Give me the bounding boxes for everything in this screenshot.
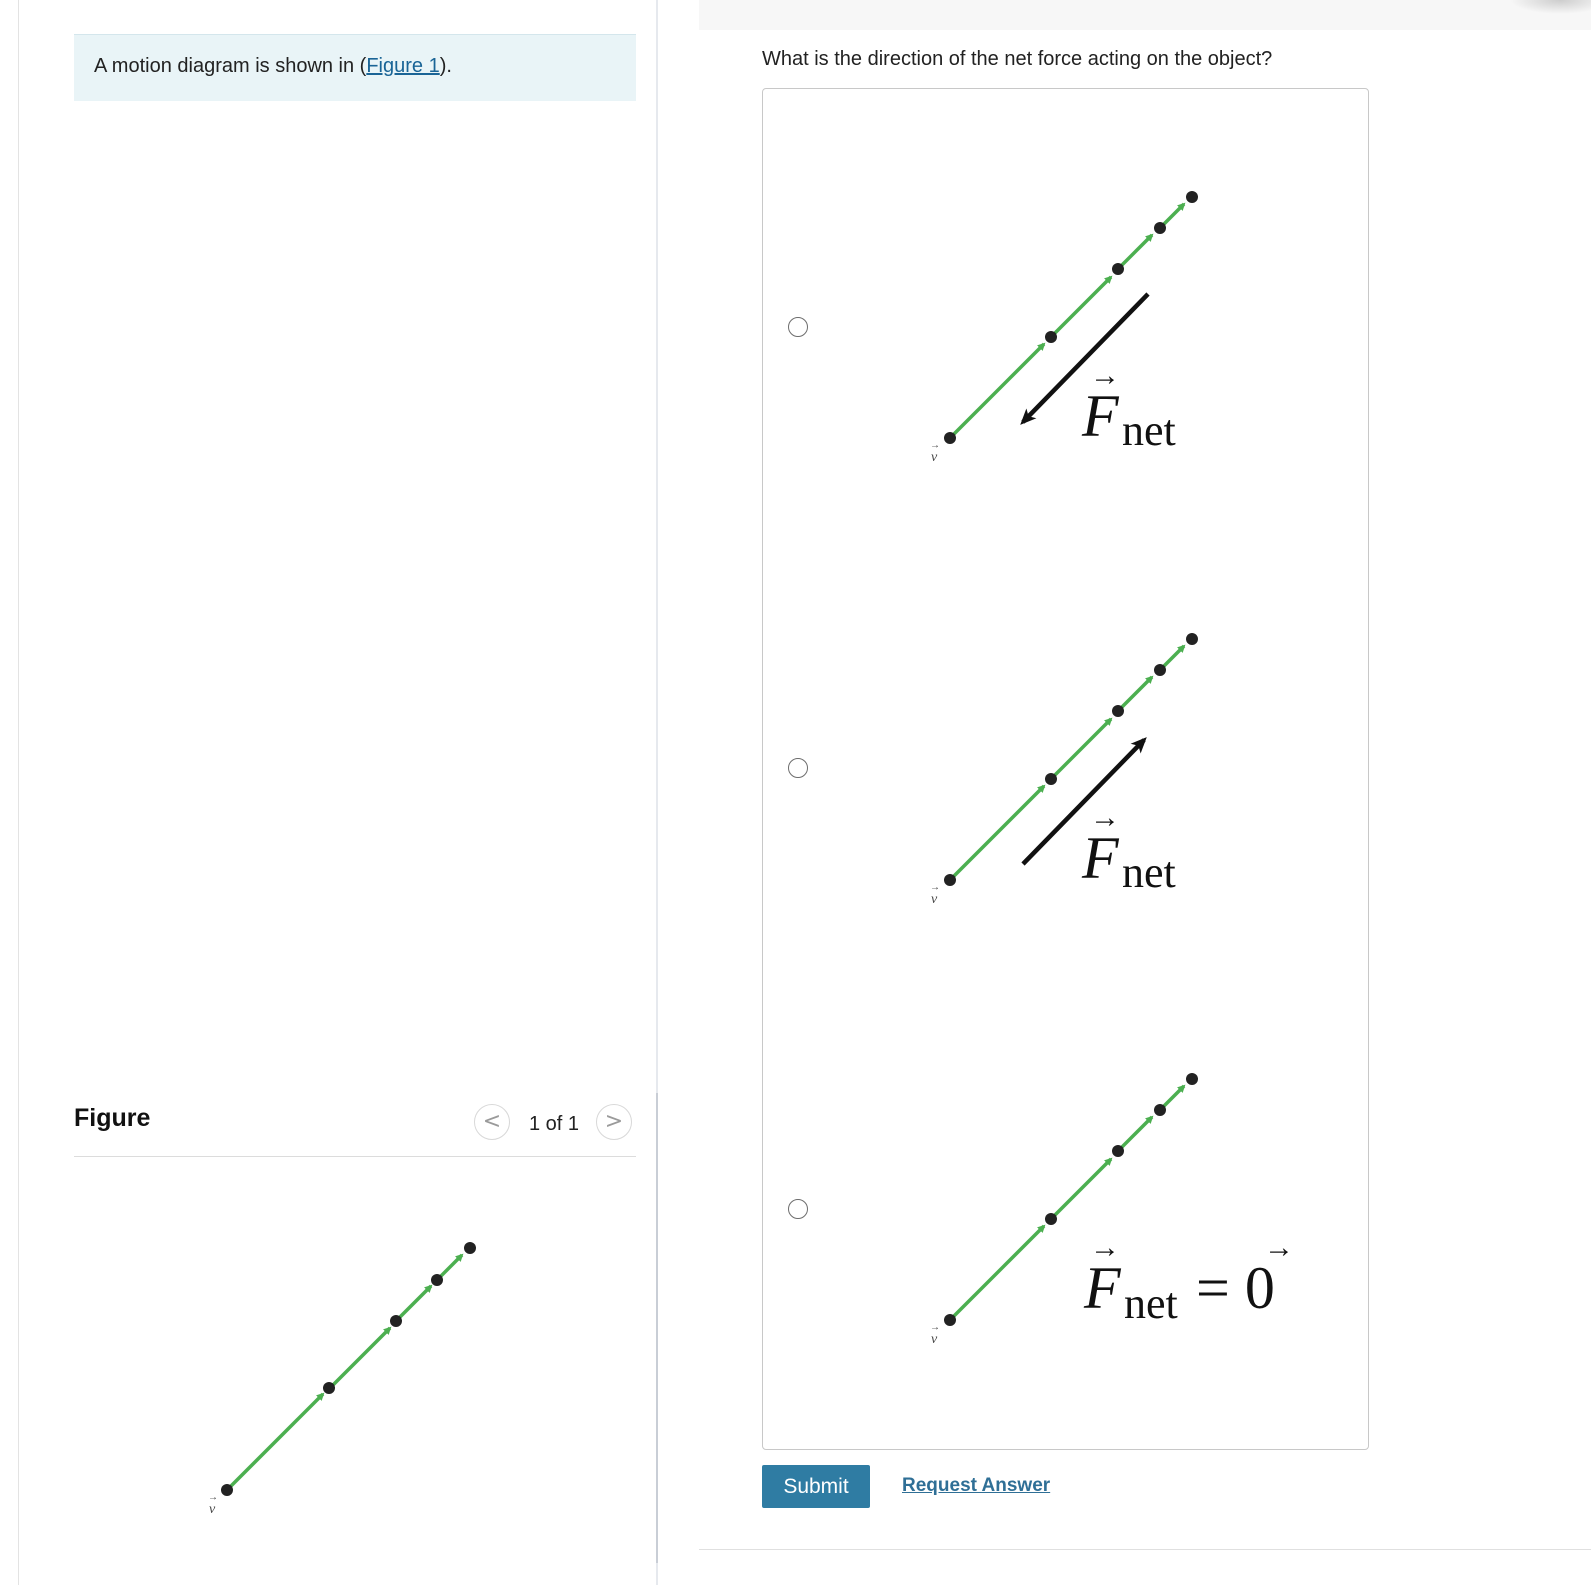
- submit-button[interactable]: Submit: [762, 1465, 870, 1508]
- option-3-diagram: [920, 1062, 1320, 1362]
- request-answer-link[interactable]: Request Answer: [902, 1475, 1051, 1496]
- intro-suffix: ).: [439, 55, 452, 77]
- panel-divider-scroll[interactable]: [656, 1093, 658, 1563]
- svg-text:F: F: [1082, 825, 1119, 891]
- svg-text:net: net: [1122, 848, 1176, 897]
- svg-text:→: →: [930, 882, 940, 893]
- figure-pager: [474, 1104, 636, 1142]
- pager-prev-button[interactable]: [474, 1104, 510, 1140]
- motion-diagram-figure: [190, 1230, 490, 1530]
- svg-text:F: F: [1084, 1255, 1121, 1321]
- bottom-divider: [699, 1549, 1591, 1550]
- figure-link[interactable]: Figure 1: [366, 55, 440, 77]
- velocity-label: [208, 1492, 218, 1517]
- left-panel-border: [18, 0, 19, 1585]
- svg-text:→: →: [930, 1322, 940, 1333]
- velocity-vectors: [950, 646, 1184, 880]
- svg-text:→: →: [1264, 1231, 1294, 1264]
- option-2-radio[interactable]: [788, 758, 808, 778]
- svg-text:→: →: [208, 1492, 218, 1503]
- velocity-label: [930, 1322, 940, 1347]
- svg-text:v: v: [931, 892, 938, 907]
- svg-text:v: v: [931, 1332, 938, 1347]
- pager-next-button[interactable]: [596, 1104, 632, 1140]
- svg-text:→: →: [930, 440, 940, 451]
- force-label: [1081, 801, 1176, 897]
- figure-divider: [74, 1156, 636, 1157]
- pager-count: 1 of 1: [529, 1113, 580, 1135]
- top-toolbar-strip: [699, 0, 1591, 30]
- chevron-left-icon: <: [482, 1109, 502, 1134]
- svg-text:→: →: [1090, 801, 1120, 834]
- velocity-label: [930, 882, 940, 907]
- intro-callout: [74, 34, 636, 101]
- option-1-diagram: [920, 180, 1320, 480]
- chevron-right-icon: >: [604, 1109, 624, 1134]
- velocity-vectors: [227, 1255, 462, 1490]
- velocity-symbol: v: [209, 1502, 216, 1517]
- velocity-vectors: [950, 204, 1184, 438]
- svg-text:F: F: [1082, 383, 1119, 449]
- force-label: [1083, 1231, 1294, 1328]
- svg-text:net: net: [1124, 1279, 1178, 1328]
- svg-text:v: v: [931, 450, 938, 465]
- option-2-diagram: [920, 622, 1320, 922]
- svg-text:→: →: [1090, 359, 1120, 392]
- svg-text:→: →: [1090, 1231, 1120, 1264]
- option-3-radio[interactable]: [788, 1199, 808, 1219]
- velocity-label: [930, 440, 940, 465]
- figure-title: Figure: [74, 1104, 151, 1132]
- question-text: What is the direction of the net force acting on the object?: [762, 48, 1273, 70]
- svg-text:net: net: [1122, 406, 1176, 455]
- force-label: [1081, 359, 1176, 455]
- option-1-radio[interactable]: [788, 317, 808, 337]
- svg-text:= 0: = 0: [1196, 1255, 1275, 1321]
- intro-prefix: A motion diagram is shown in (: [94, 55, 367, 77]
